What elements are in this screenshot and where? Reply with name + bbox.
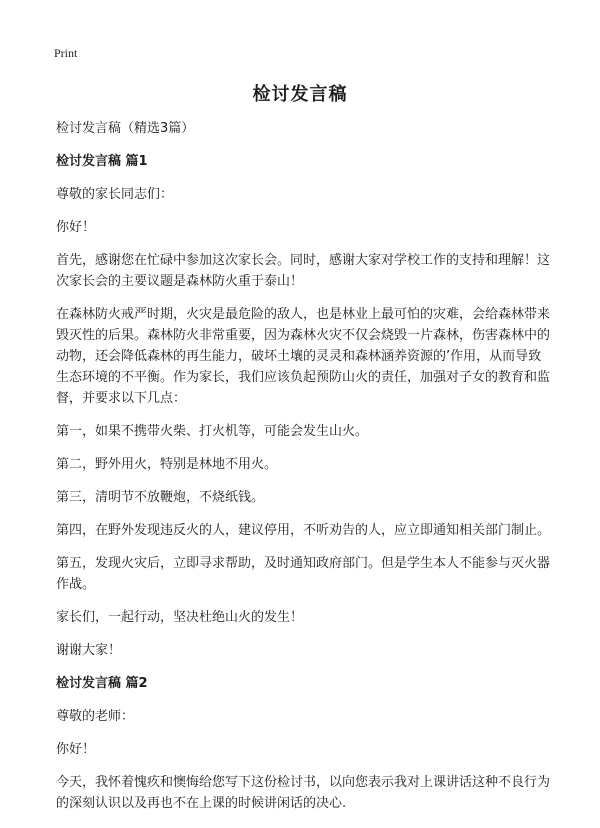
hello: 你好！ [56, 742, 96, 757]
greeting: 尊敬的家长同志们： [56, 187, 174, 202]
section-heading-1: 检讨发言稿 篇1 [56, 154, 148, 169]
list-item: 第二，野外用火，特别是林地不用火。 [56, 457, 278, 472]
hello: 你好！ [56, 220, 96, 235]
list-item: 第三，清明节不放鞭炮，不烧纸钱。 [56, 490, 265, 505]
document-body [56, 118, 552, 826]
paragraph: 在森林防火戒严时期，火灾是最危险的敌人，也是林业上最可怕的灾难，会给森林带来毁灭性的后果。森林防火非常重要，因为森林火灾不仅会烧毁一片森林，伤害森林中的动物，还会降低森林的再生能力，破坏土壤的灵灵和森林涵养资源的’作用，从而导致生态环境的不平衡。作为家长，我们应该负起预防山火的责任，加强对子女的教育和监督，并要求以下几点： [56, 307, 551, 406]
list-item: 第四，在野外发现违反火的人，建议停用，不听劝告的人，应立即通知相关部门制止。 [56, 523, 551, 538]
closing: 家长们，一起行动，坚决杜绝山火的发生！ [56, 610, 304, 625]
greeting: 尊敬的老师： [56, 709, 135, 724]
list-item: 第一，如果不携带火柴、打火机等，可能会发生山火。 [56, 424, 369, 439]
paragraph: 首先，感谢您在忙碌中参加这次家长会。同时，感谢大家对学校工作的支持和理解！这次家长会的主要议题是森林防火重于泰山！ [56, 253, 551, 289]
list-item: 第五，发现火灾后，立即寻求帮助，及时通知政府部门。但是学生本人不能参与灭火器作战。 [56, 556, 551, 592]
print-link[interactable]: Print [54, 46, 78, 60]
thanks: 谢谢大家！ [56, 643, 122, 658]
section-heading-2: 检讨发言稿 篇2 [56, 676, 148, 691]
paragraph: 今天，我怀着愧疚和懊悔给您写下这份检讨书，以向您表示我对上课讲话这种不良行为的深刻认识以及再也不在上课的时候讲闲话的决心. [56, 775, 551, 811]
document-subtitle: 检讨发言稿（精选3篇） [56, 121, 195, 136]
page-title: 检讨发言稿 [252, 84, 348, 105]
